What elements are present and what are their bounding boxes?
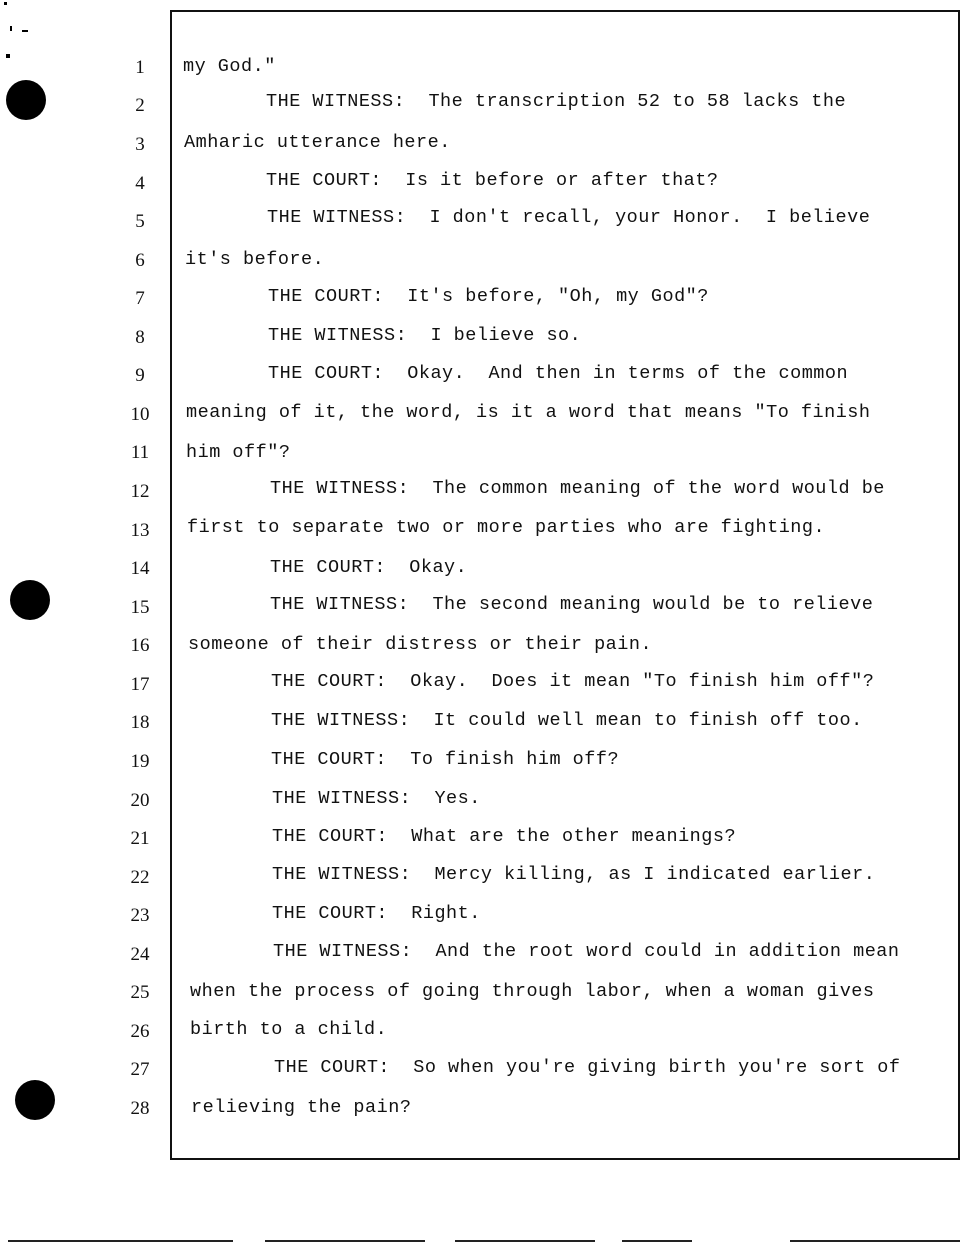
transcript-line xyxy=(266,90,846,114)
line-text: Is it before or after that? xyxy=(382,170,719,191)
line-text: So when you're giving birth you're sort of xyxy=(390,1057,901,1078)
line-number: 12 xyxy=(130,481,150,502)
speaker-label: THE COURT: xyxy=(272,903,389,924)
line-number: 8 xyxy=(135,327,145,348)
speaker-label: THE WITNESS: xyxy=(273,941,413,962)
speaker-label: THE COURT: xyxy=(270,557,387,578)
line-text: The transcription 52 to 58 lacks the xyxy=(405,91,847,112)
speaker-label: THE WITNESS: xyxy=(266,91,406,112)
line-text: relieving the pain? xyxy=(191,1097,412,1118)
line-text: him off"? xyxy=(186,442,291,463)
line-number: 3 xyxy=(135,134,145,155)
line-text: Amharic utterance here. xyxy=(184,132,451,153)
scan-speck xyxy=(22,30,28,32)
line-text: Mercy killing, as I indicated earlier. xyxy=(411,864,876,885)
transcript-line xyxy=(272,863,875,887)
line-text: I believe so. xyxy=(407,325,582,346)
transcript-line xyxy=(267,206,870,230)
line-number: 2 xyxy=(135,95,145,116)
line-number: 5 xyxy=(135,211,145,232)
line-number: 4 xyxy=(135,173,145,194)
line-text: Okay. And then in terms of the common xyxy=(384,363,849,384)
transcript-line xyxy=(274,1056,901,1080)
transcript-line xyxy=(186,441,290,465)
line-text: It's before, "Oh, my God"? xyxy=(384,286,709,307)
transcript-line xyxy=(272,787,481,811)
transcript-line xyxy=(184,131,451,155)
line-text: The common meaning of the word would be xyxy=(409,478,885,499)
line-text: it's before. xyxy=(185,249,325,270)
line-number: 9 xyxy=(135,365,145,386)
line-text: meaning of it, the word, is it a word that means "To finish xyxy=(186,402,871,423)
scan-speck xyxy=(6,54,10,58)
line-number: 1 xyxy=(135,57,145,78)
punch-hole-top xyxy=(6,80,46,120)
line-number: 15 xyxy=(130,597,150,618)
scan-speck xyxy=(4,2,7,5)
line-number: 27 xyxy=(130,1059,150,1080)
line-text: my God." xyxy=(183,56,276,77)
line-number: 16 xyxy=(130,635,150,656)
speaker-label: THE WITNESS: xyxy=(270,478,410,499)
transcript-line xyxy=(270,593,873,617)
line-text: It could well mean to finish off too. xyxy=(410,710,863,731)
transcript-line xyxy=(266,169,718,193)
transcript-line xyxy=(273,940,900,964)
line-text: Okay. Does it mean "To finish him off"? xyxy=(387,671,875,692)
transcript-line xyxy=(268,285,709,309)
scan-footer-rule xyxy=(455,1240,595,1242)
speaker-label: THE COURT: xyxy=(272,826,389,847)
line-number: 13 xyxy=(130,520,150,541)
transcript-line xyxy=(271,670,874,694)
transcript-line xyxy=(188,633,652,657)
transcript-line xyxy=(268,362,848,386)
line-number: 17 xyxy=(130,674,150,695)
transcript-line xyxy=(190,1018,387,1042)
speaker-label: THE COURT: xyxy=(268,286,385,307)
speaker-label: THE COURT: xyxy=(266,170,383,191)
line-text: Right. xyxy=(388,903,481,924)
speaker-label: THE COURT: xyxy=(268,363,385,384)
line-number: 7 xyxy=(135,288,145,309)
transcript-line xyxy=(272,825,736,849)
line-number: 19 xyxy=(130,751,150,772)
line-text: And the root word could in addition mean xyxy=(412,941,900,962)
transcript-line xyxy=(183,55,276,79)
speaker-label: THE COURT: xyxy=(271,671,388,692)
speaker-label: THE WITNESS: xyxy=(271,710,411,731)
line-text: Okay. xyxy=(386,557,468,578)
speaker-label: THE WITNESS: xyxy=(267,207,407,228)
line-text: Yes. xyxy=(411,788,481,809)
line-number: 24 xyxy=(130,944,150,965)
scan-footer-rule xyxy=(265,1240,425,1242)
line-text: The second meaning would be to relieve xyxy=(409,594,874,615)
line-number: 22 xyxy=(130,867,150,888)
line-text: What are the other meanings? xyxy=(388,826,737,847)
line-number: 11 xyxy=(130,442,150,463)
transcript-line xyxy=(270,556,467,580)
line-number: 28 xyxy=(130,1098,150,1119)
transcript-line xyxy=(272,902,481,926)
scan-footer-rule xyxy=(622,1240,692,1242)
punch-hole-middle xyxy=(10,580,50,620)
line-number: 20 xyxy=(130,790,150,811)
transcript-line xyxy=(186,401,871,425)
speaker-label: THE COURT: xyxy=(271,749,388,770)
line-number: 14 xyxy=(130,558,150,579)
transcript-line xyxy=(191,1096,411,1120)
transcript-line xyxy=(187,516,825,540)
line-number: 18 xyxy=(130,712,150,733)
transcript-line xyxy=(271,709,863,733)
scan-footer-rule xyxy=(790,1240,960,1242)
speaker-label: THE COURT: xyxy=(274,1057,391,1078)
speaker-label: THE WITNESS: xyxy=(268,325,408,346)
line-number: 26 xyxy=(130,1021,150,1042)
line-number: 21 xyxy=(130,828,150,849)
line-text: I don't recall, your Honor. I believe xyxy=(406,207,871,228)
line-number: 6 xyxy=(135,250,145,271)
line-text: first to separate two or more parties who are fighting. xyxy=(187,517,826,538)
line-number: 10 xyxy=(130,404,150,425)
speaker-label: THE WITNESS: xyxy=(270,594,410,615)
transcript-line xyxy=(270,477,885,501)
speaker-label: THE WITNESS: xyxy=(272,788,412,809)
scan-footer-rule xyxy=(8,1240,233,1242)
transcript-line xyxy=(271,748,619,772)
punch-hole-bottom xyxy=(15,1080,55,1120)
line-text: To finish him off? xyxy=(387,749,620,770)
transcript-line xyxy=(190,980,875,1004)
speaker-label: THE WITNESS: xyxy=(272,864,412,885)
line-number: 23 xyxy=(130,905,150,926)
transcript-line xyxy=(185,248,324,272)
line-text: birth to a child. xyxy=(190,1019,388,1040)
line-text: when the process of going through labor, when a woman gives xyxy=(190,981,875,1002)
scan-speck xyxy=(10,26,12,31)
transcript-line xyxy=(268,324,581,348)
line-number: 25 xyxy=(130,982,150,1003)
line-text: someone of their distress or their pain. xyxy=(188,634,653,655)
